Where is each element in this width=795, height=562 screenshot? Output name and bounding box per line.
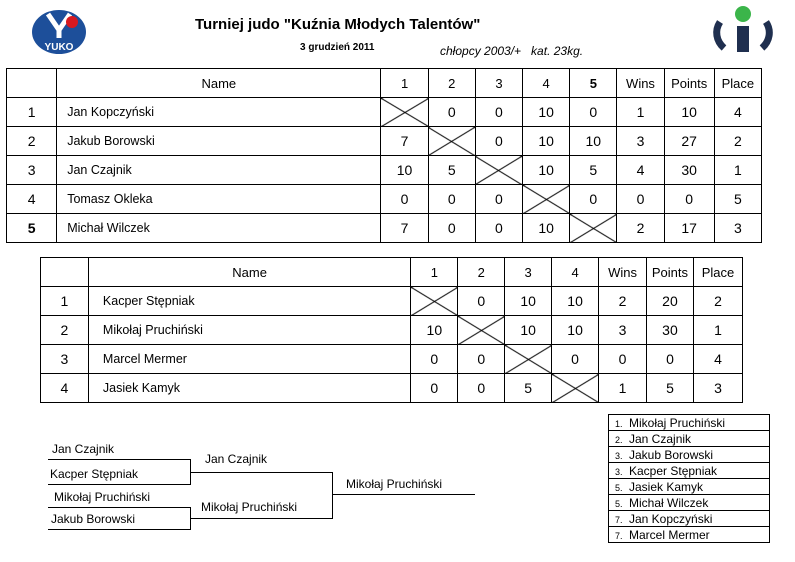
table-row xyxy=(41,345,743,374)
bracket-semi2-top: Mikołaj Pruchiński xyxy=(54,490,151,504)
place-cell: 4 xyxy=(714,98,761,127)
bracket-line xyxy=(190,518,333,519)
row-number: 3 xyxy=(41,345,89,374)
points-cell: 30 xyxy=(664,156,714,185)
row-number: 2 xyxy=(7,127,57,156)
place-cell: 2 xyxy=(693,287,742,316)
score-cell: 5 xyxy=(570,156,617,185)
place-cell: 3 xyxy=(714,214,761,243)
bracket-line xyxy=(48,507,191,508)
header-cell: Name xyxy=(57,69,381,98)
ranking-place: 2. xyxy=(615,434,623,445)
wins-cell: 1 xyxy=(599,374,647,403)
group-1-table xyxy=(6,68,762,243)
competitor-name: Jakub Borowski xyxy=(57,127,381,156)
competitor-name: Kacper Stępniak xyxy=(88,287,410,316)
ranking-place: 3. xyxy=(615,450,623,461)
ranking-name: Marcel Mermer xyxy=(629,527,710,542)
score-cell: 0 xyxy=(475,185,522,214)
ranking-name: Jan Czajnik xyxy=(629,431,692,446)
wins-cell: 2 xyxy=(617,214,664,243)
ranking-place: 1. xyxy=(615,418,623,429)
header-cell: Name xyxy=(88,258,410,287)
place-cell: 1 xyxy=(693,316,742,345)
points-cell: 30 xyxy=(646,316,693,345)
bracket-line xyxy=(190,472,333,473)
bracket-line xyxy=(48,529,191,530)
ranking-place: 3. xyxy=(615,466,623,477)
bracket-line xyxy=(332,494,475,495)
bracket-semi2-winner: Mikołaj Pruchiński xyxy=(201,500,298,514)
points-cell: 5 xyxy=(646,374,693,403)
competitor-name: Jasiek Kamyk xyxy=(88,374,410,403)
header-cell: 2 xyxy=(428,69,475,98)
points-cell: 10 xyxy=(664,98,714,127)
ranking-name: Jakub Borowski xyxy=(629,447,714,462)
points-cell: 27 xyxy=(664,127,714,156)
table-row xyxy=(7,214,762,243)
yuko-logo-text: YUKO xyxy=(44,42,74,53)
points-cell: 20 xyxy=(646,287,693,316)
ranking-name: Michał Wilczek xyxy=(629,495,709,510)
self-match-cross xyxy=(570,214,617,243)
self-match-cross xyxy=(381,98,428,127)
place-cell: 4 xyxy=(693,345,742,374)
competitor-name: Marcel Mermer xyxy=(88,345,410,374)
score-cell: 10 xyxy=(523,214,570,243)
bracket-line xyxy=(332,472,333,519)
club-logo xyxy=(710,4,776,56)
row-number: 3 xyxy=(7,156,57,185)
score-cell: 0 xyxy=(381,185,428,214)
ranking-row xyxy=(609,447,770,463)
ranking-name: Kacper Stępniak xyxy=(629,463,718,478)
ranking-row xyxy=(609,431,770,447)
self-match-cross xyxy=(428,127,475,156)
score-cell: 0 xyxy=(411,374,458,403)
score-cell: 10 xyxy=(505,316,552,345)
competitor-name: Jan Kopczyński xyxy=(57,98,381,127)
score-cell: 10 xyxy=(523,156,570,185)
competitor-name: Tomasz Okleka xyxy=(57,185,381,214)
self-match-cross xyxy=(505,345,552,374)
header-cell: 4 xyxy=(552,258,599,287)
table-header-row xyxy=(41,258,743,287)
ranking-row xyxy=(609,495,770,511)
bracket-semi1-winner: Jan Czajnik xyxy=(205,452,268,466)
score-cell: 7 xyxy=(381,127,428,156)
row-number: 4 xyxy=(41,374,89,403)
wins-cell: 0 xyxy=(599,345,647,374)
self-match-cross xyxy=(552,374,599,403)
wins-cell: 2 xyxy=(599,287,647,316)
header-cell xyxy=(41,258,89,287)
place-cell: 2 xyxy=(714,127,761,156)
ranking-row xyxy=(609,527,770,543)
tournament-date: 3 grudzień 2011 xyxy=(300,42,375,53)
table-row xyxy=(41,316,743,345)
competitor-name: Michał Wilczek xyxy=(57,214,381,243)
bracket-semi1-bottom: Kacper Stępniak xyxy=(50,467,139,481)
score-cell: 0 xyxy=(411,345,458,374)
bracket-semi1-top: Jan Czajnik xyxy=(52,442,115,456)
header-cell: 4 xyxy=(523,69,570,98)
competitor-name: Jan Czajnik xyxy=(57,156,381,185)
yuko-logo xyxy=(30,8,88,58)
table-row xyxy=(41,374,743,403)
header-cell xyxy=(7,69,57,98)
header-cell: Points xyxy=(646,258,693,287)
self-match-cross xyxy=(475,156,522,185)
bracket-champion: Mikołaj Pruchiński xyxy=(346,477,443,491)
ranking-name: Mikołaj Pruchiński xyxy=(629,415,726,430)
score-cell: 10 xyxy=(381,156,428,185)
ranking-place: 7. xyxy=(615,530,623,541)
place-cell: 3 xyxy=(693,374,742,403)
score-cell: 0 xyxy=(458,374,505,403)
header-cell: 2 xyxy=(458,258,505,287)
header-cell: Wins xyxy=(599,258,647,287)
header-cell: Wins xyxy=(617,69,664,98)
row-number: 5 xyxy=(7,214,57,243)
header-cell: Place xyxy=(714,69,761,98)
row-number: 1 xyxy=(7,98,57,127)
table-header-row xyxy=(7,69,762,98)
points-cell: 0 xyxy=(646,345,693,374)
score-cell: 10 xyxy=(570,127,617,156)
score-cell: 10 xyxy=(552,287,599,316)
score-cell: 10 xyxy=(523,98,570,127)
row-number: 4 xyxy=(7,185,57,214)
score-cell: 0 xyxy=(570,98,617,127)
score-cell: 10 xyxy=(411,316,458,345)
score-cell: 0 xyxy=(428,185,475,214)
score-cell: 0 xyxy=(428,214,475,243)
table-row xyxy=(7,185,762,214)
ranking-place: 5. xyxy=(615,498,623,509)
self-match-cross xyxy=(458,316,505,345)
row-number: 2 xyxy=(41,316,89,345)
ranking-name: Jasiek Kamyk xyxy=(629,479,704,494)
ranking-row xyxy=(609,463,770,479)
wins-cell: 3 xyxy=(617,127,664,156)
bracket-line xyxy=(48,484,191,485)
wins-cell: 0 xyxy=(617,185,664,214)
header-cell: 1 xyxy=(381,69,428,98)
header-cell: 3 xyxy=(505,258,552,287)
score-cell: 0 xyxy=(475,214,522,243)
score-cell: 0 xyxy=(428,98,475,127)
header-cell: 3 xyxy=(475,69,522,98)
tournament-title: Turniej judo "Kuźnia Młodych Talentów" xyxy=(195,16,481,33)
score-cell: 10 xyxy=(552,316,599,345)
score-cell: 5 xyxy=(505,374,552,403)
score-cell: 7 xyxy=(381,214,428,243)
score-cell: 0 xyxy=(475,127,522,156)
table-row xyxy=(7,98,762,127)
ranking-place: 5. xyxy=(615,482,623,493)
header-cell: Place xyxy=(693,258,742,287)
score-cell: 0 xyxy=(458,287,505,316)
self-match-cross xyxy=(411,287,458,316)
ranking-row xyxy=(609,479,770,495)
score-cell: 10 xyxy=(523,127,570,156)
table-row xyxy=(41,287,743,316)
header-cell: Points xyxy=(664,69,714,98)
ranking-place: 7. xyxy=(615,514,623,525)
header-cell: 1 xyxy=(411,258,458,287)
competitor-name: Mikołaj Pruchiński xyxy=(88,316,410,345)
weight-category: chłopcy 2003/+ kat. 23kg. xyxy=(440,44,584,58)
points-cell: 17 xyxy=(664,214,714,243)
ranking-row xyxy=(609,511,770,527)
row-number: 1 xyxy=(41,287,89,316)
score-cell: 0 xyxy=(458,345,505,374)
place-cell: 5 xyxy=(714,185,761,214)
score-cell: 5 xyxy=(428,156,475,185)
ranking-row xyxy=(609,415,770,431)
score-cell: 0 xyxy=(570,185,617,214)
ranking-name: Jan Kopczyński xyxy=(629,511,713,526)
table-row xyxy=(7,127,762,156)
wins-cell: 4 xyxy=(617,156,664,185)
group-2-table xyxy=(40,257,743,403)
bracket-semi2-bottom: Jakub Borowski xyxy=(51,512,136,526)
score-cell: 0 xyxy=(552,345,599,374)
wins-cell: 3 xyxy=(599,316,647,345)
wins-cell: 1 xyxy=(617,98,664,127)
self-match-cross xyxy=(523,185,570,214)
score-cell: 0 xyxy=(475,98,522,127)
points-cell: 0 xyxy=(664,185,714,214)
score-cell: 10 xyxy=(505,287,552,316)
header-cell: 5 xyxy=(570,69,617,98)
place-cell: 1 xyxy=(714,156,761,185)
table-row xyxy=(7,156,762,185)
bracket-line xyxy=(48,459,191,460)
final-ranking-table xyxy=(608,414,770,543)
